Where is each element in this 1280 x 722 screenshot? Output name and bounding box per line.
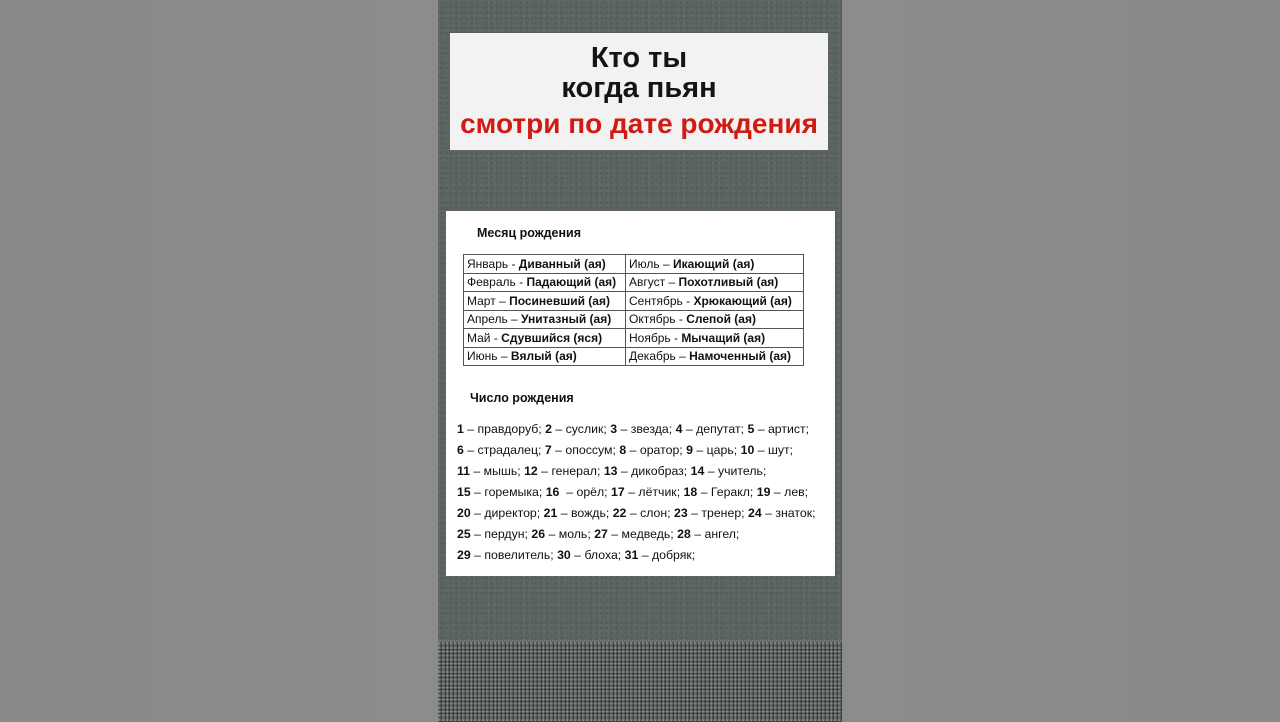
month-name: Июль –: [629, 256, 673, 271]
day-meaning: – правдоруб;: [463, 422, 546, 436]
day-number: 27: [594, 527, 608, 541]
month-value: Диванный (ая): [518, 256, 606, 271]
day-meaning: – дикобраз;: [617, 464, 691, 478]
day-number: 11: [457, 464, 470, 478]
day-meaning: – орёл;: [559, 485, 612, 499]
day-meaning: – лев;: [770, 485, 809, 499]
day-meaning: – лётчик;: [624, 485, 684, 499]
month-cell: [464, 273, 626, 292]
day-number: 7: [544, 443, 552, 457]
day-meaning: – шут;: [754, 443, 794, 457]
month-table: [463, 254, 804, 366]
day-number: 15: [457, 485, 471, 499]
day-meaning: – медведь;: [607, 527, 678, 541]
day-heading: Число рождения: [470, 391, 574, 405]
day-meaning: – оратор;: [626, 443, 687, 457]
day-number: 21: [543, 506, 558, 520]
month-cell: [626, 255, 804, 274]
table-row: [464, 347, 804, 366]
month-value: Унитазный (ая): [521, 312, 612, 327]
day-meaning: – пердун;: [470, 527, 532, 541]
day-number: 2: [545, 422, 552, 436]
title-line-3: смотри по дате рождения: [460, 108, 818, 139]
month-name: Ноябрь -: [629, 330, 682, 345]
month-name: Сентябрь -: [629, 293, 694, 308]
day-meaning: – вождь;: [557, 506, 613, 520]
day-number: 12: [524, 464, 538, 478]
day-meaning: – повелитель;: [470, 548, 558, 562]
day-number: 19: [756, 485, 771, 499]
day-number: 8: [619, 443, 627, 457]
month-name: Октябрь -: [629, 312, 687, 327]
month-value: Мычащий (ая): [681, 330, 766, 345]
day-number: 1: [457, 422, 464, 436]
day-meaning: – добряк;: [638, 548, 696, 562]
day-number: 6: [457, 443, 464, 457]
day-meaning: – генерал;: [537, 464, 604, 478]
day-number: 10: [740, 443, 755, 457]
day-number: 17: [611, 485, 625, 499]
month-cell: [464, 310, 626, 329]
day-number: 22: [612, 506, 627, 520]
day-number: 20: [457, 506, 471, 520]
table-row: [464, 329, 804, 348]
month-name: Март –: [467, 293, 510, 308]
day-number: 9: [686, 443, 693, 457]
day-number: 4: [675, 422, 683, 436]
month-value: Намоченный (ая): [689, 349, 791, 364]
day-meaning: – депутат;: [682, 422, 748, 436]
day-number: 31: [624, 548, 639, 562]
day-meaning: – суслик;: [551, 422, 611, 436]
month-name: Декабрь –: [629, 349, 690, 364]
day-number: 13: [603, 464, 618, 478]
day-meaning: – горемыка;: [470, 485, 546, 499]
day-meaning: – слон;: [626, 506, 675, 520]
granite-floor: [438, 640, 842, 722]
day-meaning: – директор;: [470, 506, 544, 520]
table-row: [464, 273, 804, 292]
day-number: 28: [677, 527, 691, 541]
month-cell: [626, 347, 804, 366]
day-line: [457, 461, 835, 482]
month-value: Икающий (ая): [672, 256, 755, 271]
table-row: [464, 292, 804, 311]
month-cell: [464, 329, 626, 348]
month-value: Слепой (ая): [686, 312, 756, 327]
day-number: 26: [531, 527, 546, 541]
month-cell: [626, 329, 804, 348]
month-cell: [626, 310, 804, 329]
day-number: 3: [610, 422, 618, 436]
title-line-2: когда пьян: [561, 72, 717, 104]
month-heading: Месяц рождения: [477, 226, 581, 240]
day-meaning: – блоха;: [570, 548, 625, 562]
month-value: Сдувшийся (яся): [501, 330, 603, 345]
day-line: [457, 419, 835, 440]
month-value: Падающий (ая): [526, 275, 617, 290]
month-name: Июнь –: [467, 349, 511, 364]
day-number: 14: [690, 464, 705, 478]
month-name: Январь -: [467, 256, 519, 271]
table-row: [464, 255, 804, 274]
month-cell: [464, 292, 626, 311]
month-name: Август –: [629, 275, 679, 290]
day-line: [457, 503, 835, 524]
day-meaning: – Геракл;: [697, 485, 757, 499]
day-line: [457, 545, 835, 566]
day-meaning: – звезда;: [617, 422, 676, 436]
month-name: Май -: [467, 330, 502, 345]
table-row: [464, 310, 804, 329]
day-meaning: – опоссум;: [551, 443, 620, 457]
month-cell: [464, 255, 626, 274]
day-meaning: – ангел;: [690, 527, 740, 541]
month-value: Похотливый (ая): [678, 275, 779, 290]
day-meaning: – царь;: [692, 443, 741, 457]
day-meaning: – знаток;: [761, 506, 816, 520]
title-card: [450, 33, 828, 150]
day-meaning: – страдалец;: [463, 443, 545, 457]
month-name: Февраль -: [467, 275, 527, 290]
month-value: Вялый (ая): [510, 349, 577, 364]
day-number: 23: [674, 506, 688, 520]
day-meaning: – тренер;: [687, 506, 748, 520]
month-cell: [626, 273, 804, 292]
day-number: 29: [457, 548, 471, 562]
info-card: [446, 211, 835, 576]
day-number: 25: [457, 527, 471, 541]
month-value: Хрюкающий (ая): [693, 293, 792, 308]
day-meaning: – артист;: [754, 422, 810, 436]
month-value: Посиневший (ая): [509, 293, 610, 308]
month-cell: [626, 292, 804, 311]
right-blur-background: [842, 0, 1280, 720]
title-line-1: Кто ты: [590, 42, 688, 74]
day-number: 5: [747, 422, 755, 436]
day-number: 18: [683, 485, 698, 499]
day-number: 16: [545, 485, 560, 499]
day-line: [457, 524, 835, 545]
day-number: 24: [748, 506, 762, 520]
day-meaning: – мышь;: [470, 464, 525, 478]
day-meaning: – учитель;: [704, 464, 767, 478]
day-line: [457, 482, 835, 503]
day-number: 30: [557, 548, 571, 562]
left-blur-background: [0, 0, 438, 720]
day-line: [457, 440, 835, 461]
day-list: [457, 419, 835, 566]
day-meaning: – моль;: [545, 527, 595, 541]
month-name: Апрель –: [467, 312, 522, 327]
month-cell: [464, 347, 626, 366]
